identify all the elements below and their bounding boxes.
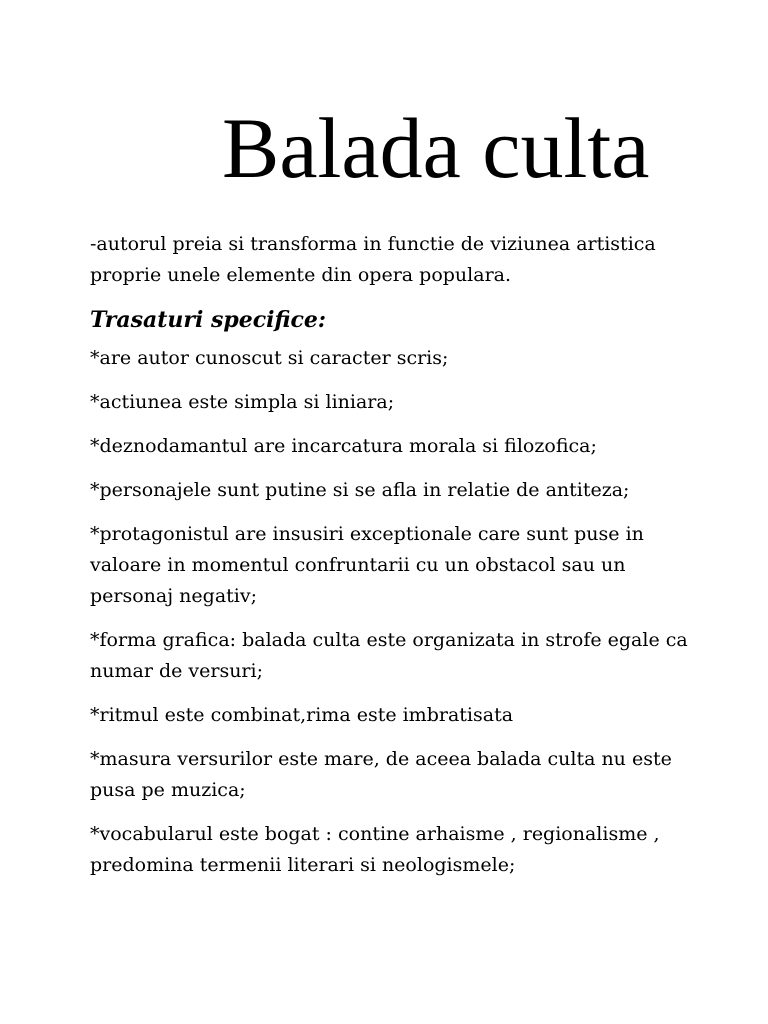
document-title: Balada culta (222, 100, 650, 196)
section-heading: Trasaturi specifice: (90, 307, 327, 333)
feature-item: *deznodamantul are incarcatura morala si filozofica; (90, 435, 597, 457)
feature-item: *ritmul este combinat,rima este imbratisata (90, 704, 514, 726)
feature-item: *actiunea este simpla si liniara; (90, 391, 395, 413)
intro-paragraph: -autorul preia si transforma in functie de viziunea artistica proprie unele elemente din opera populara. (90, 233, 656, 286)
feature-item: *masura versurilor este mare, de aceea balada culta nu este pusa pe muzica; (90, 748, 672, 801)
feature-item: *protagonistul are insusiri exceptionale care sunt puse in valoare in momentul confruntarii cu un obstacol sau un personaj negativ; (90, 523, 644, 607)
feature-item: *forma grafica: balada culta este organizata in strofe egale ca numar de versuri; (90, 629, 688, 682)
features-list (90, 343, 690, 881)
feature-item: *personajele sunt putine si se afla in relatie de antiteza; (90, 479, 630, 501)
feature-item: *are autor cunoscut si caracter scris; (90, 347, 449, 369)
feature-item: *vocabularul este bogat : contine arhaisme , regionalisme , predomina termenii literari si neologismele; (90, 823, 660, 876)
document-body (90, 229, 690, 881)
